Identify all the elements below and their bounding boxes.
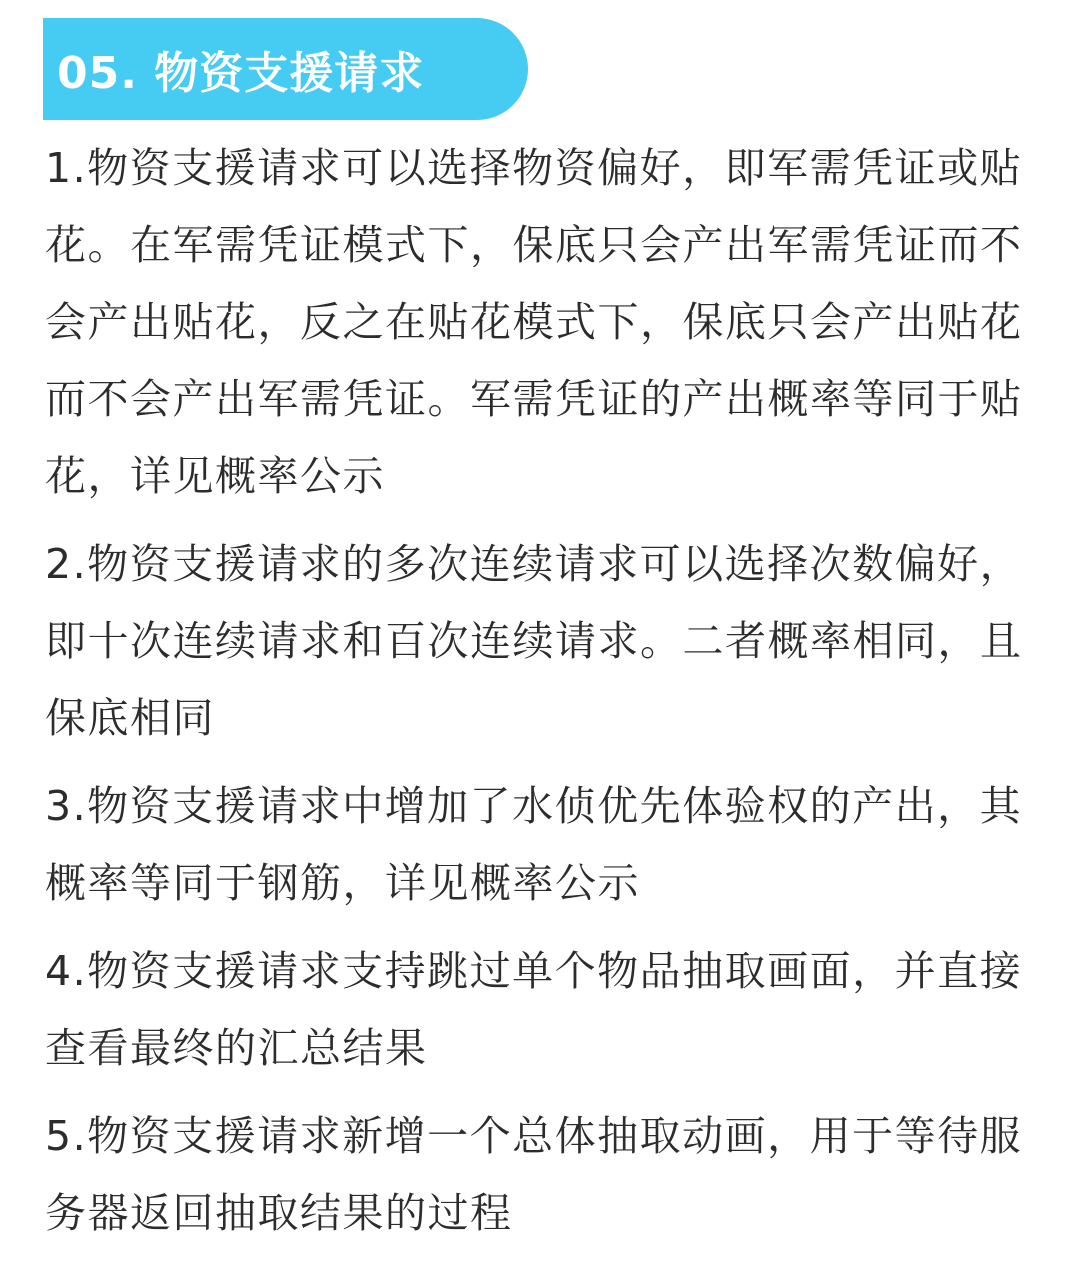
- note-item-3: 3.物资支援请求中增加了水侦优先体验权的产出，其概率等同于钢筋，详见概率公示: [45, 782, 1023, 907]
- note-item-1: 1.物资支援请求可以选择物资偏好，即军需凭证或贴花。在军需凭证模式下，保底只会产出军需凭证而不会产出贴花，反之在贴花模式下，保底只会产出贴花而不会产出军需凭证。军需凭证的产出概率等同于贴花，详见概率公示: [45, 144, 1023, 500]
- update-notes: [45, 130, 1040, 1263]
- note-item-2: 2.物资支援请求的多次连续请求可以选择次数偏好，即十次连续请求和百次连续请求。二者概率相同，且保底相同: [45, 540, 1023, 742]
- note-item-4: 4.物资支援请求支持跳过单个物品抽取画面，并直接查看最终的汇总结果: [45, 947, 1023, 1072]
- section-title: 05. 物资支援请求: [57, 48, 425, 99]
- section-header-banner: [43, 18, 528, 120]
- note-item-5: 5.物资支援请求新增一个总体抽取动画，用于等待服务器返回抽取结果的过程: [45, 1112, 1023, 1237]
